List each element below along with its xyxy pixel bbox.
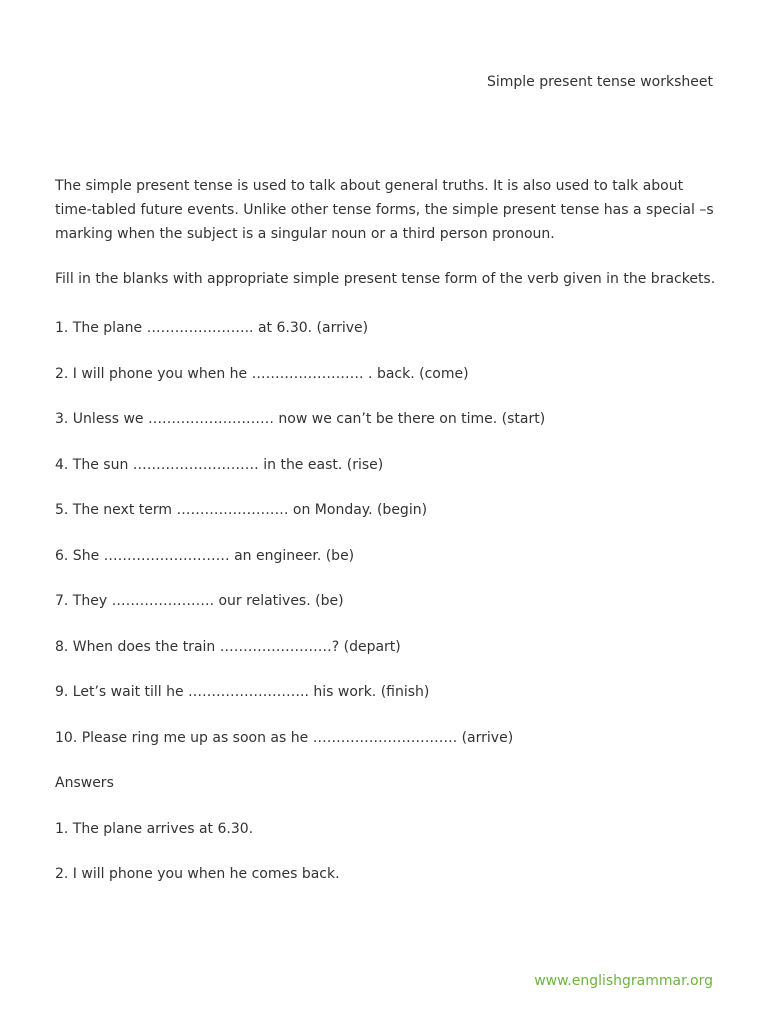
exercise-item: 5. The next term …………………… on Monday. (begin)	[55, 502, 428, 518]
exercise-item: 4. The sun ……………………… in the east. (rise)	[55, 456, 384, 473]
site-link[interactable]: www.englishgrammar.org	[534, 973, 713, 989]
exercise-list	[55, 319, 719, 774]
worksheet-content	[55, 174, 719, 911]
answer-list	[55, 820, 719, 911]
exercise-item: 8. When does the train ……………………? (depart)	[55, 638, 401, 655]
answer-item: 2. I will phone you when he comes back.	[55, 866, 340, 882]
exercise-item: 6. She ……………………… an engineer. (be)	[55, 547, 355, 564]
intro-paragraph: The simple present tense is used to talk about general truths. It is also used to talk about time-tabled future events. Unlike other tense forms, the simple present tense has a special –s marking when the subject is a singular noun or a third person pronoun.	[55, 178, 714, 242]
exercise-item: 2. I will phone you when he …………………… . back. (come)	[55, 365, 469, 382]
exercise-item: 9. Let’s wait till he …………………….. his work. (finish)	[55, 684, 430, 700]
exercise-item: 1. The plane ………………….. at 6.30. (arrive)	[55, 320, 369, 336]
answer-item: 1. The plane arrives at 6.30.	[55, 820, 254, 837]
worksheet-title: Simple present tense worksheet	[486, 74, 713, 90]
instruction-text: Fill in the blanks with appropriate simple present tense form of the verb given in the brackets.	[55, 271, 716, 287]
exercise-item: 3. Unless we ……………………… now we can’t be there on time. (start)	[55, 411, 546, 427]
answers-heading: Answers	[55, 775, 114, 791]
exercise-item: 7. They …………………. our relatives. (be)	[55, 593, 344, 609]
exercise-item: 10. Please ring me up as soon as he …………………………. (arrive)	[55, 729, 514, 746]
